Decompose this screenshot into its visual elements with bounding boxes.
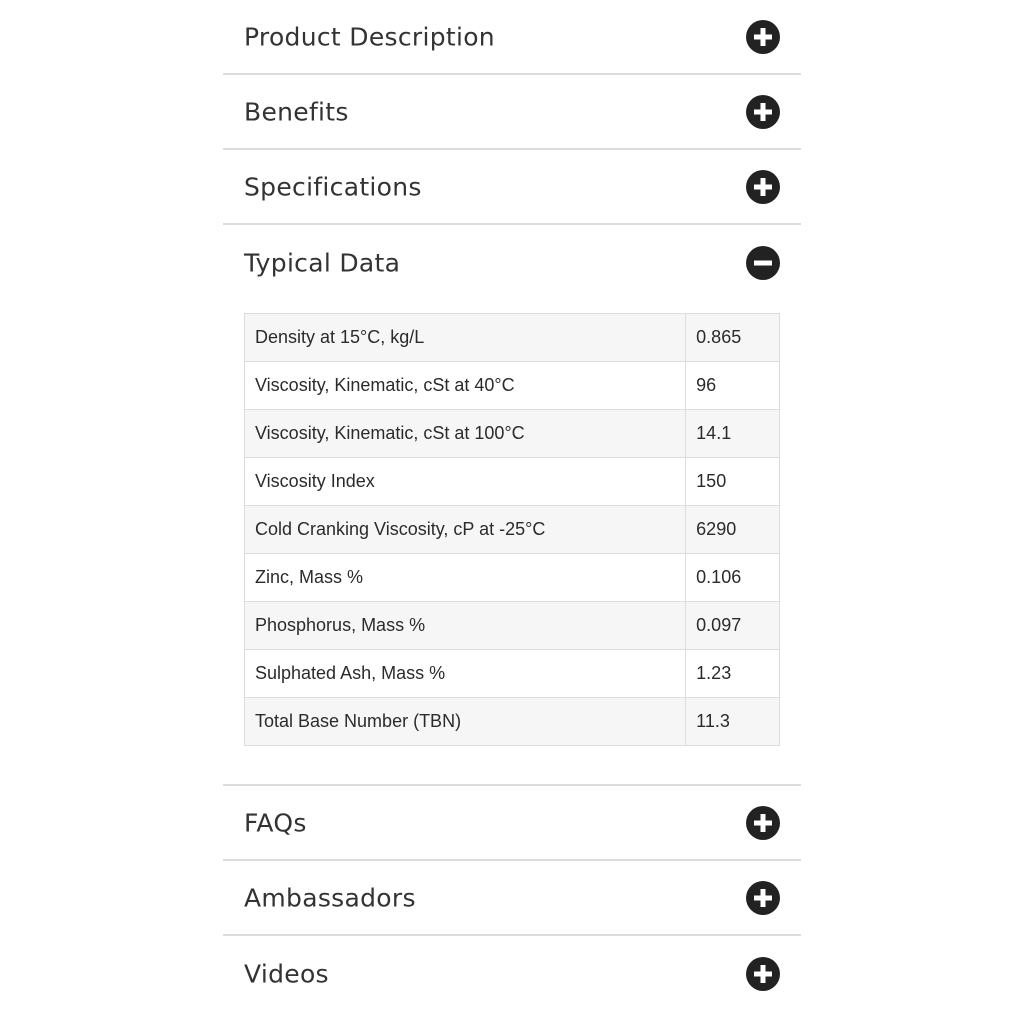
accordion-header-specifications[interactable] bbox=[223, 150, 801, 225]
accordion-header-ambassadors[interactable] bbox=[223, 861, 801, 936]
plus-circle-icon[interactable] bbox=[746, 881, 780, 915]
row-value: 150 bbox=[686, 458, 780, 506]
accordion-header-videos[interactable] bbox=[223, 936, 801, 1011]
accordion-title: FAQs bbox=[244, 808, 307, 837]
plus-circle-icon[interactable] bbox=[746, 95, 780, 129]
table-row bbox=[245, 554, 780, 602]
typical-data-panel bbox=[223, 300, 801, 786]
row-value: 0.106 bbox=[686, 554, 780, 602]
plus-circle-icon[interactable] bbox=[746, 806, 780, 840]
table-row bbox=[245, 506, 780, 554]
table-row bbox=[245, 458, 780, 506]
row-label: Viscosity, Kinematic, cSt at 100°C bbox=[245, 410, 686, 458]
accordion-header-benefits[interactable] bbox=[223, 75, 801, 150]
accordion-title: Ambassadors bbox=[244, 883, 416, 912]
accordion-title: Specifications bbox=[244, 172, 422, 201]
plus-circle-icon[interactable] bbox=[746, 20, 780, 54]
row-label: Sulphated Ash, Mass % bbox=[245, 650, 686, 698]
accordion-header-product-description[interactable] bbox=[223, 0, 801, 75]
row-value: 96 bbox=[686, 362, 780, 410]
table-row bbox=[245, 314, 780, 362]
row-label: Zinc, Mass % bbox=[245, 554, 686, 602]
minus-circle-icon[interactable] bbox=[746, 246, 780, 280]
row-label: Viscosity Index bbox=[245, 458, 686, 506]
row-value: 14.1 bbox=[686, 410, 780, 458]
row-value: 6290 bbox=[686, 506, 780, 554]
table-row bbox=[245, 362, 780, 410]
table-row bbox=[245, 698, 780, 746]
row-label: Total Base Number (TBN) bbox=[245, 698, 686, 746]
plus-circle-icon[interactable] bbox=[746, 957, 780, 991]
plus-circle-icon[interactable] bbox=[746, 170, 780, 204]
accordion-header-typical-data[interactable] bbox=[223, 225, 801, 300]
row-label: Cold Cranking Viscosity, cP at -25°C bbox=[245, 506, 686, 554]
row-value: 1.23 bbox=[686, 650, 780, 698]
accordion-title: Product Description bbox=[244, 22, 495, 51]
accordion-title: Typical Data bbox=[244, 248, 401, 277]
row-value: 0.097 bbox=[686, 602, 780, 650]
row-label: Density at 15°C, kg/L bbox=[245, 314, 686, 362]
table-row bbox=[245, 602, 780, 650]
typical-data-table bbox=[244, 313, 780, 746]
product-accordion bbox=[223, 0, 801, 1011]
accordion-header-faqs[interactable] bbox=[223, 786, 801, 861]
accordion-title: Benefits bbox=[244, 97, 349, 126]
accordion-title: Videos bbox=[244, 959, 329, 988]
row-label: Phosphorus, Mass % bbox=[245, 602, 686, 650]
row-value: 0.865 bbox=[686, 314, 780, 362]
row-value: 11.3 bbox=[686, 698, 780, 746]
row-label: Viscosity, Kinematic, cSt at 40°C bbox=[245, 362, 686, 410]
table-row bbox=[245, 410, 780, 458]
table-row bbox=[245, 650, 780, 698]
